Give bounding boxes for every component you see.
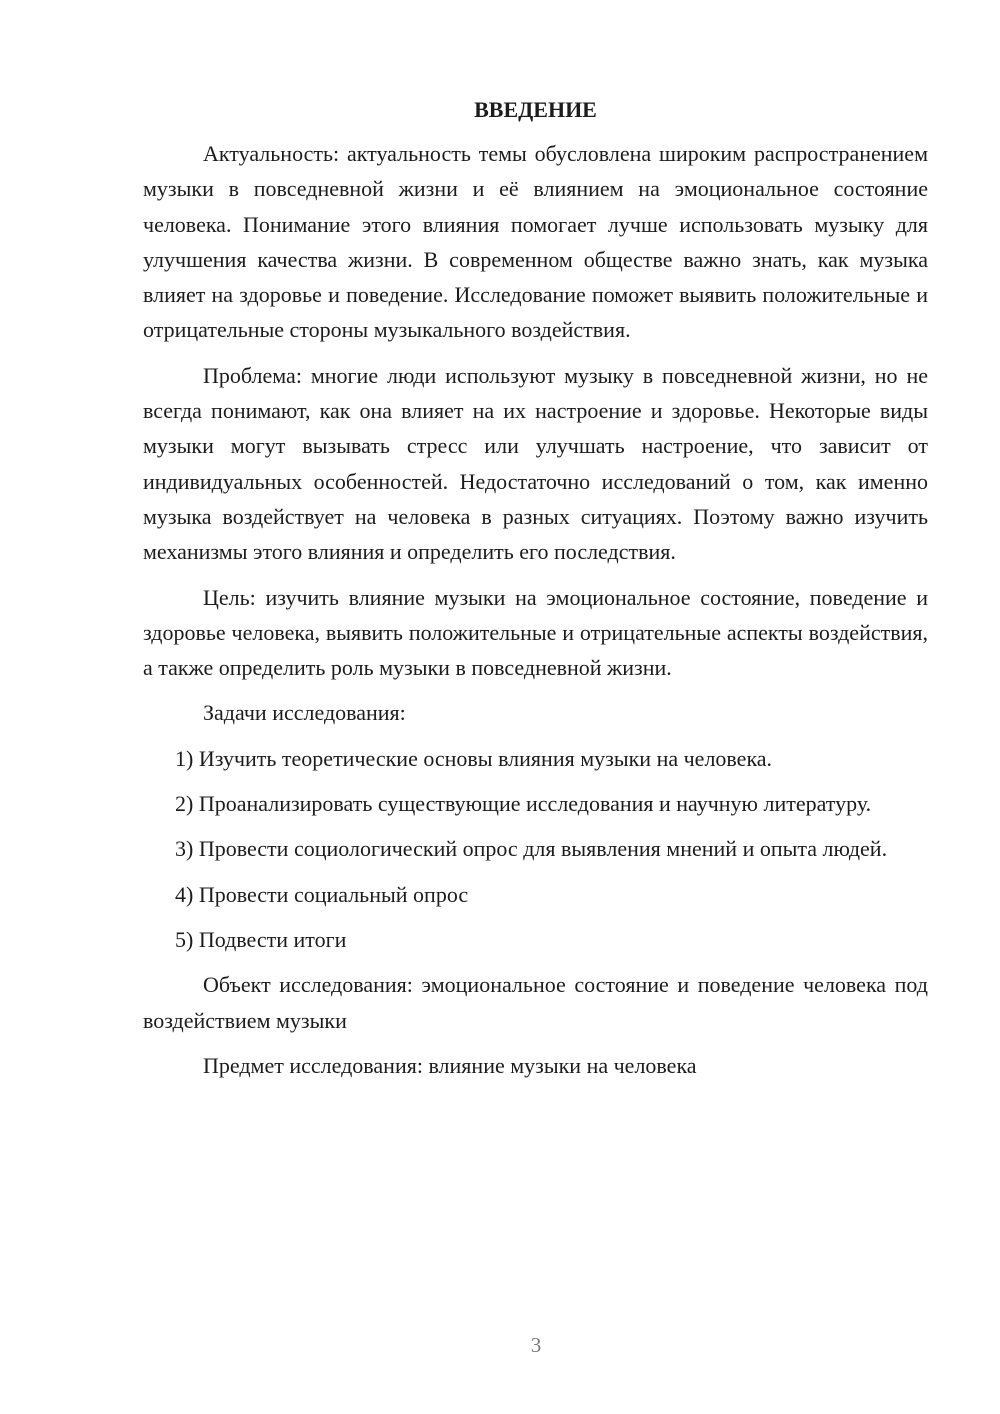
paragraph-problem: Проблема: многие люди используют музыку в повседневной жизни, но не всегда понимают, как она влияет на их настроение и здоровье. Некоторые виды музыки могут вызывать стресс или улучшать настроение, что зависит от индивидуальных особенностей. Недостаточно исследований о том, как именно музыка воздействует на человека в разных ситуациях. Поэтому важно изучить механизмы этого влияния и определить его последствия. (143, 362, 928, 565)
paragraph-subject: Предмет исследования: влияние музыки на человека (203, 1052, 697, 1078)
task-item-5: 5) Подвести итоги (175, 926, 347, 952)
paragraph-object: Объект исследования: эмоциональное состояние и поведение человека под воздействием музыки (143, 972, 928, 1033)
document-page (143, 92, 928, 1093)
task-item-2: 2) Проанализировать существующие исследования и научную литературу. (175, 791, 872, 817)
task-item-1: 1) Изучить теоретические основы влияния музыки на человека. (175, 745, 773, 771)
task-item-4: 4) Провести социальный опрос (175, 881, 469, 907)
page-number: 3 (530, 1333, 542, 1357)
section-heading: ВВЕДЕНИЕ (474, 97, 597, 122)
paragraph-relevance: Актуальность: актуальность темы обусловлена широким распространением музыки в повседневной жизни и её влиянием на эмоциональное состояние человека. Понимание этого влияния помогает лучше использовать музыку для улучшения качества жизни. В современном обществе важно знать, как музыка влияет на здоровье и поведение. Исследование поможет выявить положительные и отрицательные стороны музыкального воздействия. (143, 141, 928, 343)
paragraph-tasks-heading: Задачи исследования: (203, 700, 406, 726)
paragraph-goal: Цель: изучить влияние музыки на эмоциональное состояние, поведение и здоровье человека, выявить положительные и отрицательные аспекты воздействия, а также определить роль музыки в повседневной жизни. (143, 584, 928, 681)
task-item-3: 3) Провести социологический опрос для выявления мнений и опыта людей. (175, 836, 888, 862)
